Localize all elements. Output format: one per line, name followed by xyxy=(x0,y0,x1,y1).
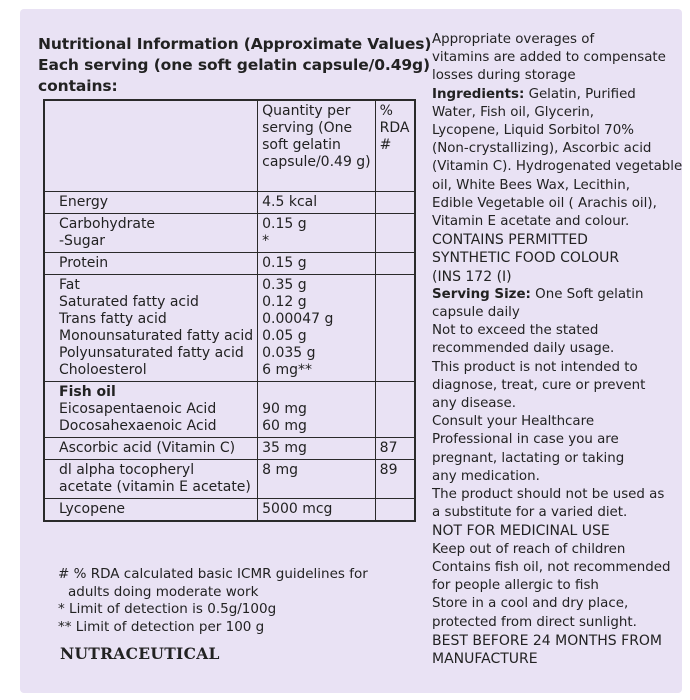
quantity-value xyxy=(262,384,371,401)
label-text-line: (Vitamin C). Hydrogenated vegetable xyxy=(432,159,683,175)
label-text-line: Vitamin E acetate and colour. xyxy=(432,214,630,230)
nutrient-name: Ascorbic acid (Vitamin C) xyxy=(59,440,236,456)
heading-line: contains: xyxy=(38,77,118,95)
label-text-line: oil, White Bees Wax, Lecithin, xyxy=(432,177,631,193)
label-text-line: Contains fish oil, not recommended xyxy=(432,559,671,575)
header-cell-rda xyxy=(375,100,414,192)
quantity-value: 90 mg xyxy=(262,401,307,417)
header-cell-nutrient xyxy=(44,100,258,192)
quantity-cell xyxy=(258,275,376,382)
nutrition-heading xyxy=(38,34,432,97)
label-text-line: Lycopene, Liquid Sorbitol 70% xyxy=(432,123,634,139)
nutrient-name: Monounsaturated fatty acid xyxy=(59,328,254,344)
quantity-value: 0.12 g xyxy=(262,294,307,310)
table-row xyxy=(44,499,415,522)
table-row xyxy=(44,460,415,499)
nutrient-name: -Sugar xyxy=(59,233,106,249)
nutrient-cell xyxy=(44,460,258,499)
label-text-line: Professional in case you are xyxy=(432,432,619,448)
footnote: # % RDA calculated basic ICMR guidelines for xyxy=(58,566,368,582)
nutrient-name: Carbohydrate xyxy=(59,216,156,232)
nutrient-name: Trans fatty acid xyxy=(59,311,167,327)
table-row xyxy=(44,192,415,214)
quantity-cell xyxy=(258,499,376,522)
rda-cell xyxy=(375,438,414,460)
label-text-line: (INS 172 (I) xyxy=(432,268,512,285)
label-text-line: any medication. xyxy=(432,468,540,484)
rda-value: 89 xyxy=(379,462,398,478)
nutrient-cell xyxy=(44,382,258,438)
label-text-line: Store in a cool and dry place, xyxy=(432,596,629,612)
footnote: * Limit of detection is 0.5g/100g xyxy=(58,601,277,617)
label-text-line: losses during storage xyxy=(432,68,576,84)
footnote: adults doing moderate work xyxy=(68,583,259,600)
nutrient-cell xyxy=(44,499,258,522)
table-row xyxy=(44,253,415,275)
quantity-value: 0.35 g xyxy=(262,277,307,293)
quantity-value: 0.15 g xyxy=(262,216,307,232)
nutrient-name: Lycopene xyxy=(59,501,126,517)
nutrient-name: Docosahexaenoic Acid xyxy=(59,418,217,434)
label-text-line: This product is not intended to xyxy=(432,359,638,375)
rda-cell xyxy=(375,460,414,499)
label-text-line: Keep out of reach of children xyxy=(432,541,626,557)
label-text-line: vitamins are added to compensate xyxy=(432,50,666,66)
nutrient-cell xyxy=(44,192,258,214)
quantity-cell xyxy=(258,214,376,253)
table-row xyxy=(44,382,415,438)
label-text-line: capsule daily xyxy=(432,305,520,321)
label-text-line: BEST BEFORE 24 MONTHS FROM xyxy=(432,632,663,649)
nutrient-name: Choloesterol xyxy=(59,362,147,378)
heading-line: Each serving (one soft gelatin capsule/0.49g) xyxy=(38,56,431,74)
label-text-line: a substitute for a varied diet. xyxy=(432,505,628,521)
nutrient-name: Polyunsaturated fatty acid xyxy=(59,345,244,361)
label-text-line: pregnant, lactating or taking xyxy=(432,450,625,466)
quantity-value: * xyxy=(262,233,270,249)
rda-cell xyxy=(375,499,414,522)
label-text-line: Serving Size: One Soft gelatin xyxy=(432,286,644,302)
rda-cell xyxy=(375,192,414,214)
header-text: % xyxy=(379,103,393,119)
label-text-line: Ingredients: Gelatin, Purified xyxy=(432,86,636,102)
rda-cell xyxy=(375,382,414,438)
footnotes xyxy=(58,566,378,636)
quantity-value: 0.15 g xyxy=(262,255,307,271)
label-text-line: diagnose, treat, cure or prevent xyxy=(432,377,646,393)
nutrient-name: Energy xyxy=(59,194,109,210)
quantity-cell xyxy=(258,438,376,460)
heading-line: Nutritional Information (Approximate Values) xyxy=(38,35,432,53)
label-text-line: SYNTHETIC FOOD COLOUR xyxy=(432,250,620,267)
nutrient-cell xyxy=(44,253,258,275)
label-text-column xyxy=(432,31,682,668)
rda-cell xyxy=(375,253,414,275)
rda-cell xyxy=(375,275,414,382)
quantity-cell xyxy=(258,192,376,214)
nutrient-name: Protein xyxy=(59,255,109,271)
label-text-line: protected from direct sunlight. xyxy=(432,614,637,630)
nutrient-cell xyxy=(44,438,258,460)
header-text: Quantity per xyxy=(262,103,351,119)
brand-label: NUTRACEUTICAL xyxy=(60,644,220,663)
label-text-line: The product should not be used as xyxy=(432,487,665,503)
label-text-line: Edible Vegetable oil ( Arachis oil), xyxy=(432,195,657,211)
quantity-value: 60 mg xyxy=(262,418,307,434)
header-text: capsule/0.49 g) xyxy=(262,154,371,170)
label-text-line: Appropriate overages of xyxy=(432,32,595,47)
label-text-line: Water, Fish oil, Glycerin, xyxy=(432,104,595,120)
label-text-line: for people allergic to fish xyxy=(432,578,599,594)
table-header-row xyxy=(44,100,415,192)
header-text: RDA xyxy=(379,120,410,136)
header-text: soft gelatin xyxy=(262,137,341,153)
table-row xyxy=(44,275,415,382)
label-text-line: recommended daily usage. xyxy=(432,341,615,357)
label-text-line: MANUFACTURE xyxy=(432,650,538,667)
table-row xyxy=(44,214,415,253)
rda-value: 87 xyxy=(379,440,398,456)
label-text-line: (Non-crystallizing), Ascorbic acid xyxy=(432,141,652,157)
quantity-value: 5000 mcg xyxy=(262,501,333,517)
nutrient-name: Fat xyxy=(59,277,80,293)
nutrient-name: Fish oil xyxy=(59,384,116,400)
label-text-line: Not to exceed the stated xyxy=(432,323,599,339)
quantity-value: 6 mg** xyxy=(262,362,313,378)
quantity-value: 4.5 kcal xyxy=(262,194,318,210)
nutrient-name: acetate (vitamin E acetate) xyxy=(59,479,251,495)
nutrient-name: Eicosapentaenoic Acid xyxy=(59,401,217,417)
quantity-cell xyxy=(258,382,376,438)
header-text: # xyxy=(379,137,392,153)
nutrient-name: dl alpha tocopheryl xyxy=(59,462,195,478)
table-row xyxy=(44,438,415,460)
quantity-value: 0.035 g xyxy=(262,345,316,361)
footnote: ** Limit of detection per 100 g xyxy=(58,618,265,635)
nutrition-table xyxy=(43,99,416,522)
rda-cell xyxy=(375,214,414,253)
quantity-value: 0.00047 g xyxy=(262,311,334,327)
label-text-line: any disease. xyxy=(432,396,516,412)
nutrient-name: Saturated fatty acid xyxy=(59,294,199,310)
header-cell-quantity xyxy=(258,100,376,192)
header-text: serving (One xyxy=(262,120,353,136)
label-text-line: CONTAINS PERMITTED xyxy=(432,232,588,249)
nutrient-cell xyxy=(44,275,258,382)
quantity-cell xyxy=(258,253,376,275)
quantity-value: 0.05 g xyxy=(262,328,307,344)
quantity-cell xyxy=(258,460,376,499)
label-text-line: NOT FOR MEDICINAL USE xyxy=(432,523,610,540)
nutrient-cell xyxy=(44,214,258,253)
quantity-value: 35 mg xyxy=(262,440,307,456)
label-text-line: Consult your Healthcare xyxy=(432,414,595,430)
quantity-value: 8 mg xyxy=(262,462,299,478)
